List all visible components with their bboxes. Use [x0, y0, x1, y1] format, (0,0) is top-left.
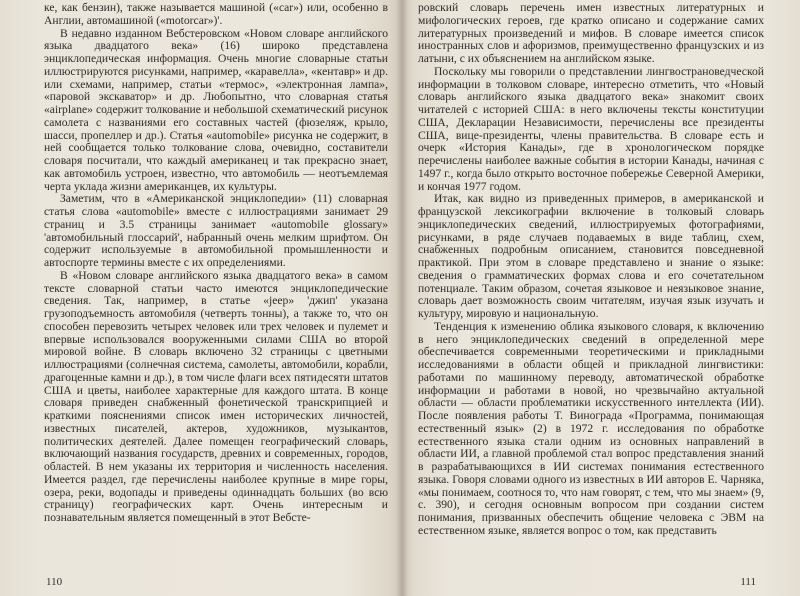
left-paragraph: Заметим, что в «Американской энциклопедии» (11) словарная статья слова «automobile» вместе с иллюстрациями занимает 29 страниц и 3.5 страницы занимает «automobile glossary» 'автомобильный глоссарий', набранный очень мелким шрифтом. Он содержит используемые в автомобильной промышленности и автоспорте термины вместе с их определениями. — [44, 192, 388, 269]
left-paragraph: В недавно изданном Вебстеровском «Новом словаре английского языка двадцатого века» (16) широко представлена энциклопедическая информация. Очень многие словарные статьи иллюстрируются рисунками, например, «каравелла», «кентавр» и др. или схемами, например, статьи «термос», «электронная лампа», «паровой экскаватор» и др. Любопытно, что словарная статья «airplane» содержит толкование и небольшой схематический рисунок самолета с названиями его составных частей (фюзеляж, крыло, шасси, пропеллер и др.). Статья «automobile» рисунка не содержит, в ней сообщается только толкование слова, очевидно, составители словаря посчитали, что каждый американец и так прекрасно знает, как автомобиль устроен, известно, что автомобиль — неотъемлемая черта уклада жизни американцев, их культуры. — [44, 26, 388, 193]
left-paragraph: ке, как бензин), также называется машиной («car») или, особенно в Англии, автомашиной («motorcar»)'. — [44, 1, 388, 27]
right-paragraph: Тенденция к изменению облика языкового словаря, к включению в него энциклопедических сведений в определенной мере обеспечивается современными теоретическими и прикладными исследованиями в области общей и прикладной лингвистики: работами по машинному переводу, автоматической обработке информации и работами в новой, но чрезвычайно актуальной области — области проблематики искусственного интеллекта (ИИ). После появления работы Т. Винограда «Программа, понимающая естественный язык» (2) в 1972 г. исследования по обработке естественного языка стали одним из основных направлений в области ИИ, а главной проблемой стал вопрос представления знаний в разрабатывающихся в ИИ системах понимания естественного языка. Говоря словами одного из известных в ИИ авторов Е. Чарняка, «мы понимаем, соотнося то, что нам говорят, с тем, что мы знаем» (9, с. 390), и сегодня основным вопросом при создании систем понимания, призванных обеспечить общение человека с ЭВМ на естественном языке, является вопрос о том, как представить — [418, 319, 764, 537]
left-page-text — [44, 2, 388, 525]
right-paragraph: Итак, как видно из приведенных примеров, в американской и французской лексикографии включение в толковый словарь энциклопедических сведений, иллюстрируемых фотографиями, рисунками, в ряде случаев подаваемых в виде таблиц, схем, снабженных подробным описанием, становится повседневной практикой. При этом в словаре представлено и знание о языке: сведения о грамматических формах слова и его сочетательном потенциале. Таким образом, сочетая языковое и неязыковое знание, словарь дает возможность своим читателям, изучая язык изучать и культуру, мировую и национальную. — [418, 192, 764, 320]
right-paragraph: ровский словарь перечень имен известных литературных и мифологических героев, где кратко описано и содержание самих литературных произведений и мифов. В словаре имеется список иностранных слов и афоризмов, преимущественно французских и из латыни, с их объяснением на английском языке. — [418, 1, 764, 65]
right-paragraph: Поскольку мы говорили о представлении лингвострановедческой информации в толковом словаре, интересно отметить, что «Новый словарь английского языка двадцатого века» знакомит своих читателей с историей США: в него включены тексты конституции США, Декларации Независимости, перечислены все президенты США, вице-президенты, члены правительства. В словаре есть и очерк «История Канады», где в хронологическом порядке перечислены наиболее важные события в истории Канады, начиная с 1497 г., когда было открыто восточное побережье Северной Америки, и кончая 1977 годом. — [418, 64, 764, 193]
left-paragraph: В «Новом словаре английского языка двадцатого века» в самом тексте словарной статьи часто имеются энциклопедические сведения. Так, например, в статье «jeep» 'джип' указана грузоподъемность автомобиля (четверть тонны), а также то, что он способен перевозить четырех человек или трех человек и пулемет и впервые использовался вооруженными силами США во второй мировой войне. В словарь включено 32 страницы с цветными иллюстрациями (солнечная система, самолеты, автомобили, корабли, драгоценные камни и др.), в том числе флаги всех пятидесяти штатов США и цветы, наиболее характерные для каждого штата. В конце словаря приведен снабженный фонетической транскрипцией и краткими пояснениями список имен исторических личностей, известных писателей, актеров, художников, музыкантов, политических деятелей. Далее помещен географический словарь, включающий названия государств, древних и современных, городов, областей. В нем указаны их территория и численность населения. Имеется раздел, где перечислены наиболее крупные в мире горы, озера, реки, водопады и приведены одиннадцать больших (во всю страницу) географических карт. Очень интересным и познавательным является помещенный в этот Вебсте- — [44, 268, 388, 524]
page-number: 111 — [740, 576, 756, 588]
right-page-text — [418, 2, 764, 538]
page-number: 110 — [46, 576, 63, 588]
right-page — [402, 0, 800, 596]
